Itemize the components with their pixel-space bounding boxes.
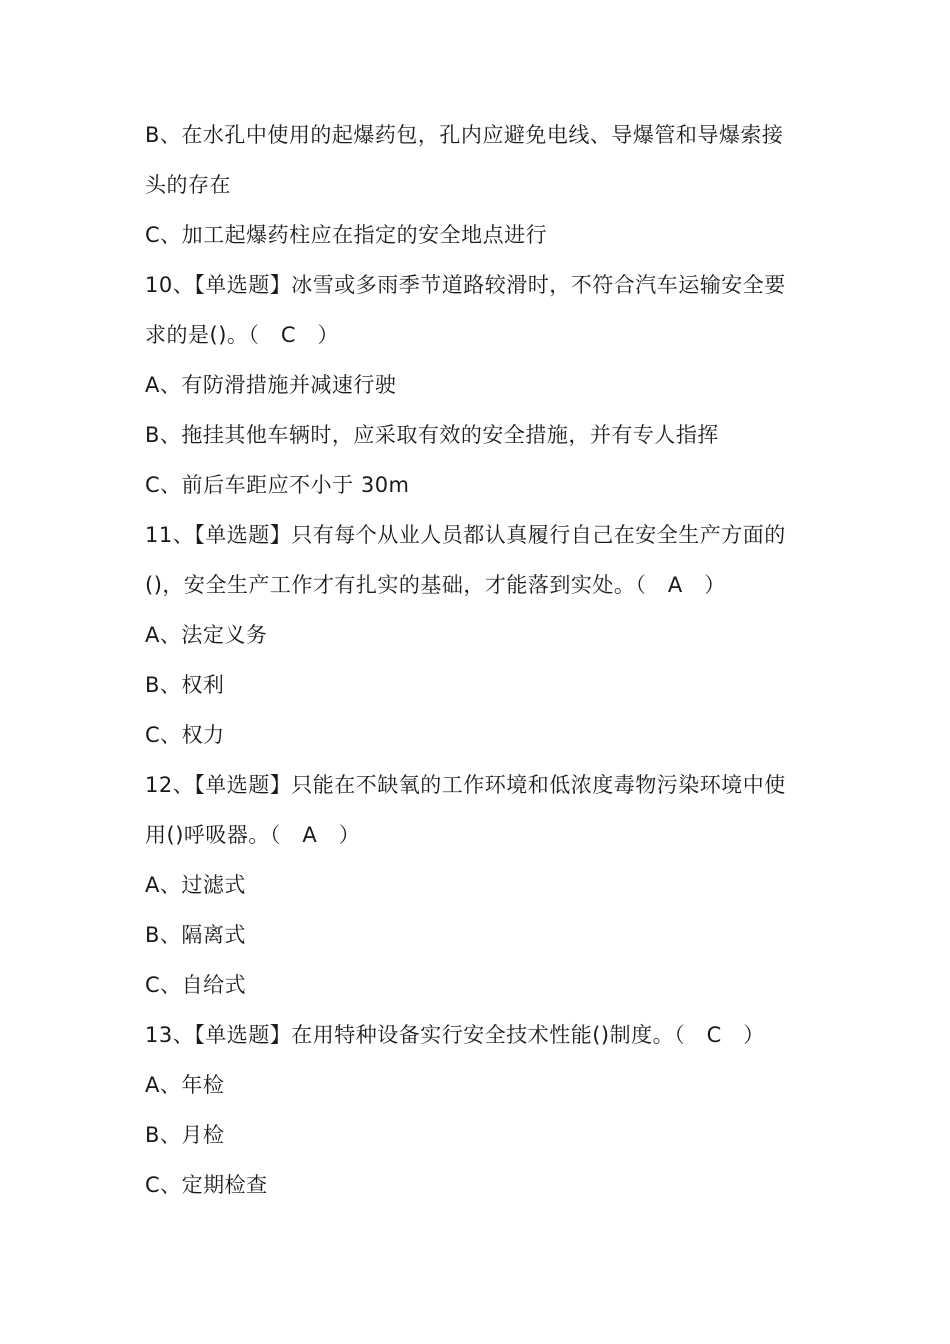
question-12-text: 12、【单选题】只能在不缺氧的工作环境和低浓度毒物污染环境中使: [145, 773, 786, 797]
question-10-text: 10、【单选题】冰雪或多雨季节道路较滑时，不符合汽车运输安全要: [145, 273, 786, 297]
question-12-option-c: C、自给式: [145, 973, 247, 997]
question-11-option-c: C、权力: [145, 723, 225, 747]
question-13-text: 13、【单选题】在用特种设备实行安全技术性能()制度。（ C ）: [145, 1023, 765, 1047]
question-10-option-b: B、拖挂其他车辆时，应采取有效的安全措施，并有专人指挥: [145, 423, 719, 447]
question-12-text-continued: 用()呼吸器。（ A ）: [145, 823, 361, 847]
question-10-option-a: A、有防滑措施并减速行驶: [145, 373, 397, 397]
option-c-text: C、加工起爆药柱应在指定的安全地点进行: [145, 223, 548, 247]
question-11-option-a: A、法定义务: [145, 623, 268, 647]
option-b-text-continued: 头的存在: [145, 173, 231, 197]
option-b-text: B、在水孔中使用的起爆药包，孔内应避免电线、导爆管和导爆索接: [145, 123, 784, 147]
question-13-option-c: C、定期检查: [145, 1173, 268, 1197]
question-11-text-continued: ()，安全生产工作才有扎实的基础，才能落到实处。（ A ）: [145, 573, 726, 597]
question-10-text-continued: 求的是()。（ C ）: [145, 323, 340, 347]
document-page: [145, 110, 815, 1210]
question-13-option-b: B、月检: [145, 1123, 225, 1147]
question-11-text: 11、【单选题】只有每个从业人员都认真履行自己在安全生产方面的: [145, 523, 786, 547]
question-11-option-b: B、权利: [145, 673, 225, 697]
question-12-option-b: B、隔离式: [145, 923, 246, 947]
question-12-option-a: A、过滤式: [145, 873, 246, 897]
question-13-option-a: A、年检: [145, 1073, 225, 1097]
question-10-option-c: C、前后车距应不小于 30m: [145, 473, 410, 497]
